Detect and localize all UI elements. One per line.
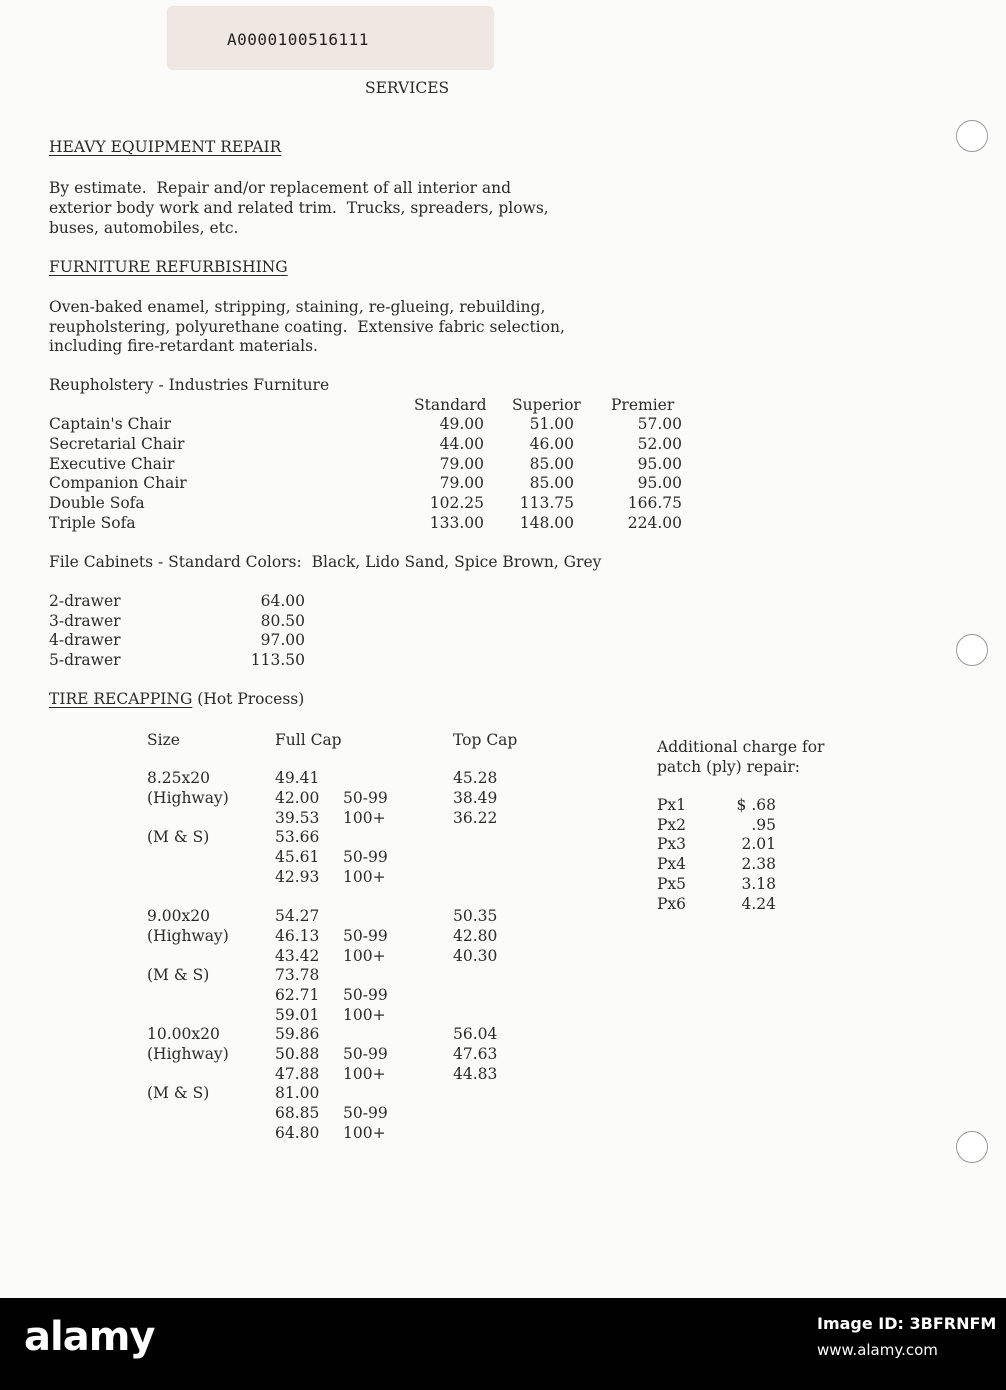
barcode-sticker [167, 6, 494, 70]
tire-top-cap: 50.35 [453, 907, 498, 925]
reupholstery-item: Captain's Chair [49, 415, 172, 433]
watermark-footer [0, 1298, 1006, 1390]
tire-full-cap: 42.00 [275, 789, 320, 807]
tire-size: (M & S) [147, 966, 210, 984]
tire-quantity: 100+ [343, 947, 386, 965]
heavy-equipment-line: By estimate. Repair and/or replacement of all interior and [49, 179, 512, 197]
tire-top-cap: 38.49 [453, 789, 498, 807]
tire-quantity: 50-99 [343, 986, 388, 1004]
stamp-id: A0000100516111 [227, 30, 369, 49]
tire-top-cap: 44.83 [453, 1065, 498, 1083]
tire-quantity: 50-99 [343, 1104, 388, 1122]
binder-hole [956, 634, 988, 666]
reupholstery-item: Secretarial Chair [49, 435, 185, 453]
file-cabinet-item: 2-drawer [49, 592, 121, 610]
tire-quantity: 50-99 [343, 848, 388, 866]
price-standard: 102.25 [429, 494, 484, 512]
col-top-cap: Top Cap [453, 731, 518, 749]
tire-top-cap: 36.22 [453, 809, 498, 827]
patch-code: Px5 [657, 874, 687, 893]
patch-price: 2.38 [741, 855, 776, 874]
tire-size: (M & S) [147, 1084, 210, 1102]
price-standard: 133.00 [429, 514, 484, 532]
binder-hole [956, 1131, 988, 1163]
reupholstery-item: Companion Chair [49, 474, 187, 492]
binder-hole [956, 120, 988, 152]
tire-full-cap: 54.27 [275, 907, 320, 925]
file-cabinet-price: 113.50 [250, 651, 305, 669]
patch-price: .95 [751, 815, 776, 834]
tire-size: 10.00x20 [147, 1025, 220, 1043]
tire-size: (Highway) [147, 927, 229, 945]
file-cabinet-item: 4-drawer [49, 631, 121, 649]
tire-full-cap: 73.78 [275, 966, 320, 984]
file-cabinet-price: 80.50 [260, 612, 305, 630]
tire-quantity: 100+ [343, 1006, 386, 1024]
tire-full-cap: 59.01 [275, 1006, 320, 1024]
tire-full-cap: 50.88 [275, 1045, 320, 1063]
page-title: SERVICES [365, 79, 450, 97]
col-full-cap: Full Cap [275, 731, 342, 749]
patch-code: Px4 [657, 855, 687, 874]
tire-full-cap: 42.93 [275, 868, 320, 886]
price-premier: 95.00 [637, 455, 682, 473]
tire-size: 8.25x20 [147, 769, 210, 787]
tire-top-cap: 56.04 [453, 1025, 498, 1043]
patch-price: 4.24 [741, 894, 776, 913]
tire-quantity: 50-99 [343, 789, 388, 807]
furniture-line: Oven-baked enamel, stripping, staining, re-glueing, rebuilding, [49, 298, 546, 316]
furniture-line: including fire-retardant materials. [49, 337, 318, 355]
tire-full-cap: 43.42 [275, 947, 320, 965]
patch-code: Px3 [657, 835, 687, 854]
patch-title: patch (ply) repair: [657, 758, 800, 776]
file-cabinet-price: 97.00 [260, 631, 305, 649]
tire-heading-suffix: (Hot Process) [192, 690, 305, 708]
file-cabinets-line: File Cabinets - Standard Colors: Black, Lido Sand, Spice Brown, Grey [49, 553, 602, 571]
tire-full-cap: 39.53 [275, 809, 320, 827]
tire-quantity: 100+ [343, 1065, 386, 1083]
price-superior: 148.00 [519, 514, 574, 532]
reupholstery-title: Reupholstery - Industries Furniture [49, 376, 330, 394]
col-superior: Superior [512, 396, 581, 414]
price-superior: 85.00 [529, 474, 574, 492]
image-id: Image ID: 3BFRNFM [817, 1314, 997, 1333]
alamy-logo: alamy [24, 1314, 155, 1360]
tire-quantity: 50-99 [343, 1045, 388, 1063]
price-premier: 224.00 [627, 514, 682, 532]
price-superior: 51.00 [529, 415, 574, 433]
reupholstery-item: Triple Sofa [49, 514, 136, 532]
price-standard: 49.00 [439, 415, 484, 433]
price-standard: 79.00 [439, 455, 484, 473]
price-standard: 79.00 [439, 474, 484, 492]
tire-quantity: 100+ [343, 868, 386, 886]
price-premier: 95.00 [637, 474, 682, 492]
price-superior: 46.00 [529, 435, 574, 453]
heavy-equipment-line: exterior body work and related trim. Trucks, spreaders, plows, [49, 199, 549, 217]
tire-full-cap: 62.71 [275, 986, 320, 1004]
footer-url: www.alamy.com [817, 1341, 938, 1359]
price-standard: 44.00 [439, 435, 484, 453]
tire-full-cap: 45.61 [275, 848, 320, 866]
patch-code: Px1 [657, 796, 687, 814]
heavy-equipment-heading: HEAVY EQUIPMENT REPAIR [49, 138, 282, 156]
price-superior: 85.00 [529, 455, 574, 473]
tire-full-cap: 47.88 [275, 1065, 320, 1083]
patch-title: Additional charge for [657, 738, 825, 756]
furniture-heading: FURNITURE REFURBISHING [49, 258, 288, 276]
col-size: Size [147, 731, 180, 749]
tire-full-cap: 46.13 [275, 927, 320, 945]
tire-size: (M & S) [147, 828, 210, 846]
tire-top-cap: 42.80 [453, 927, 498, 945]
tire-full-cap: 81.00 [275, 1084, 320, 1102]
tire-size: (Highway) [147, 1045, 229, 1063]
furniture-line: reupholstering, polyurethane coating. Extensive fabric selection, [49, 318, 565, 336]
tire-top-cap: 45.28 [453, 769, 498, 787]
tire-quantity: 50-99 [343, 927, 388, 945]
tire-full-cap: 53.66 [275, 828, 320, 846]
reupholstery-item: Executive Chair [49, 455, 175, 473]
tire-heading-line [49, 690, 304, 710]
tire-full-cap: 49.41 [275, 769, 320, 787]
tire-full-cap: 59.86 [275, 1025, 320, 1043]
patch-code: Px6 [657, 894, 687, 913]
tire-size: (Highway) [147, 789, 229, 807]
patch-price: 3.18 [741, 874, 776, 893]
tire-full-cap: 68.85 [275, 1104, 320, 1122]
tire-quantity: 100+ [343, 809, 386, 827]
patch-code: Px2 [657, 815, 687, 834]
file-cabinet-item: 5-drawer [49, 651, 121, 669]
heavy-equipment-line: buses, automobiles, etc. [49, 219, 239, 237]
tire-full-cap: 64.80 [275, 1124, 320, 1142]
price-superior: 113.75 [519, 494, 574, 512]
tire-size: 9.00x20 [147, 907, 210, 925]
tire-top-cap: 47.63 [453, 1045, 498, 1063]
reupholstery-item: Double Sofa [49, 494, 145, 512]
tire-top-cap: 40.30 [453, 947, 498, 965]
col-standard: Standard [414, 396, 487, 414]
patch-price: 2.01 [741, 835, 776, 854]
file-cabinet-price: 64.00 [260, 592, 305, 610]
patch-price: $ .68 [736, 796, 776, 814]
file-cabinet-item: 3-drawer [49, 612, 121, 630]
tire-heading: TIRE RECAPPING [49, 690, 193, 708]
tire-quantity: 100+ [343, 1124, 386, 1142]
col-premier: Premier [611, 396, 675, 414]
price-premier: 52.00 [637, 435, 682, 453]
price-premier: 57.00 [637, 415, 682, 433]
price-premier: 166.75 [627, 494, 682, 512]
